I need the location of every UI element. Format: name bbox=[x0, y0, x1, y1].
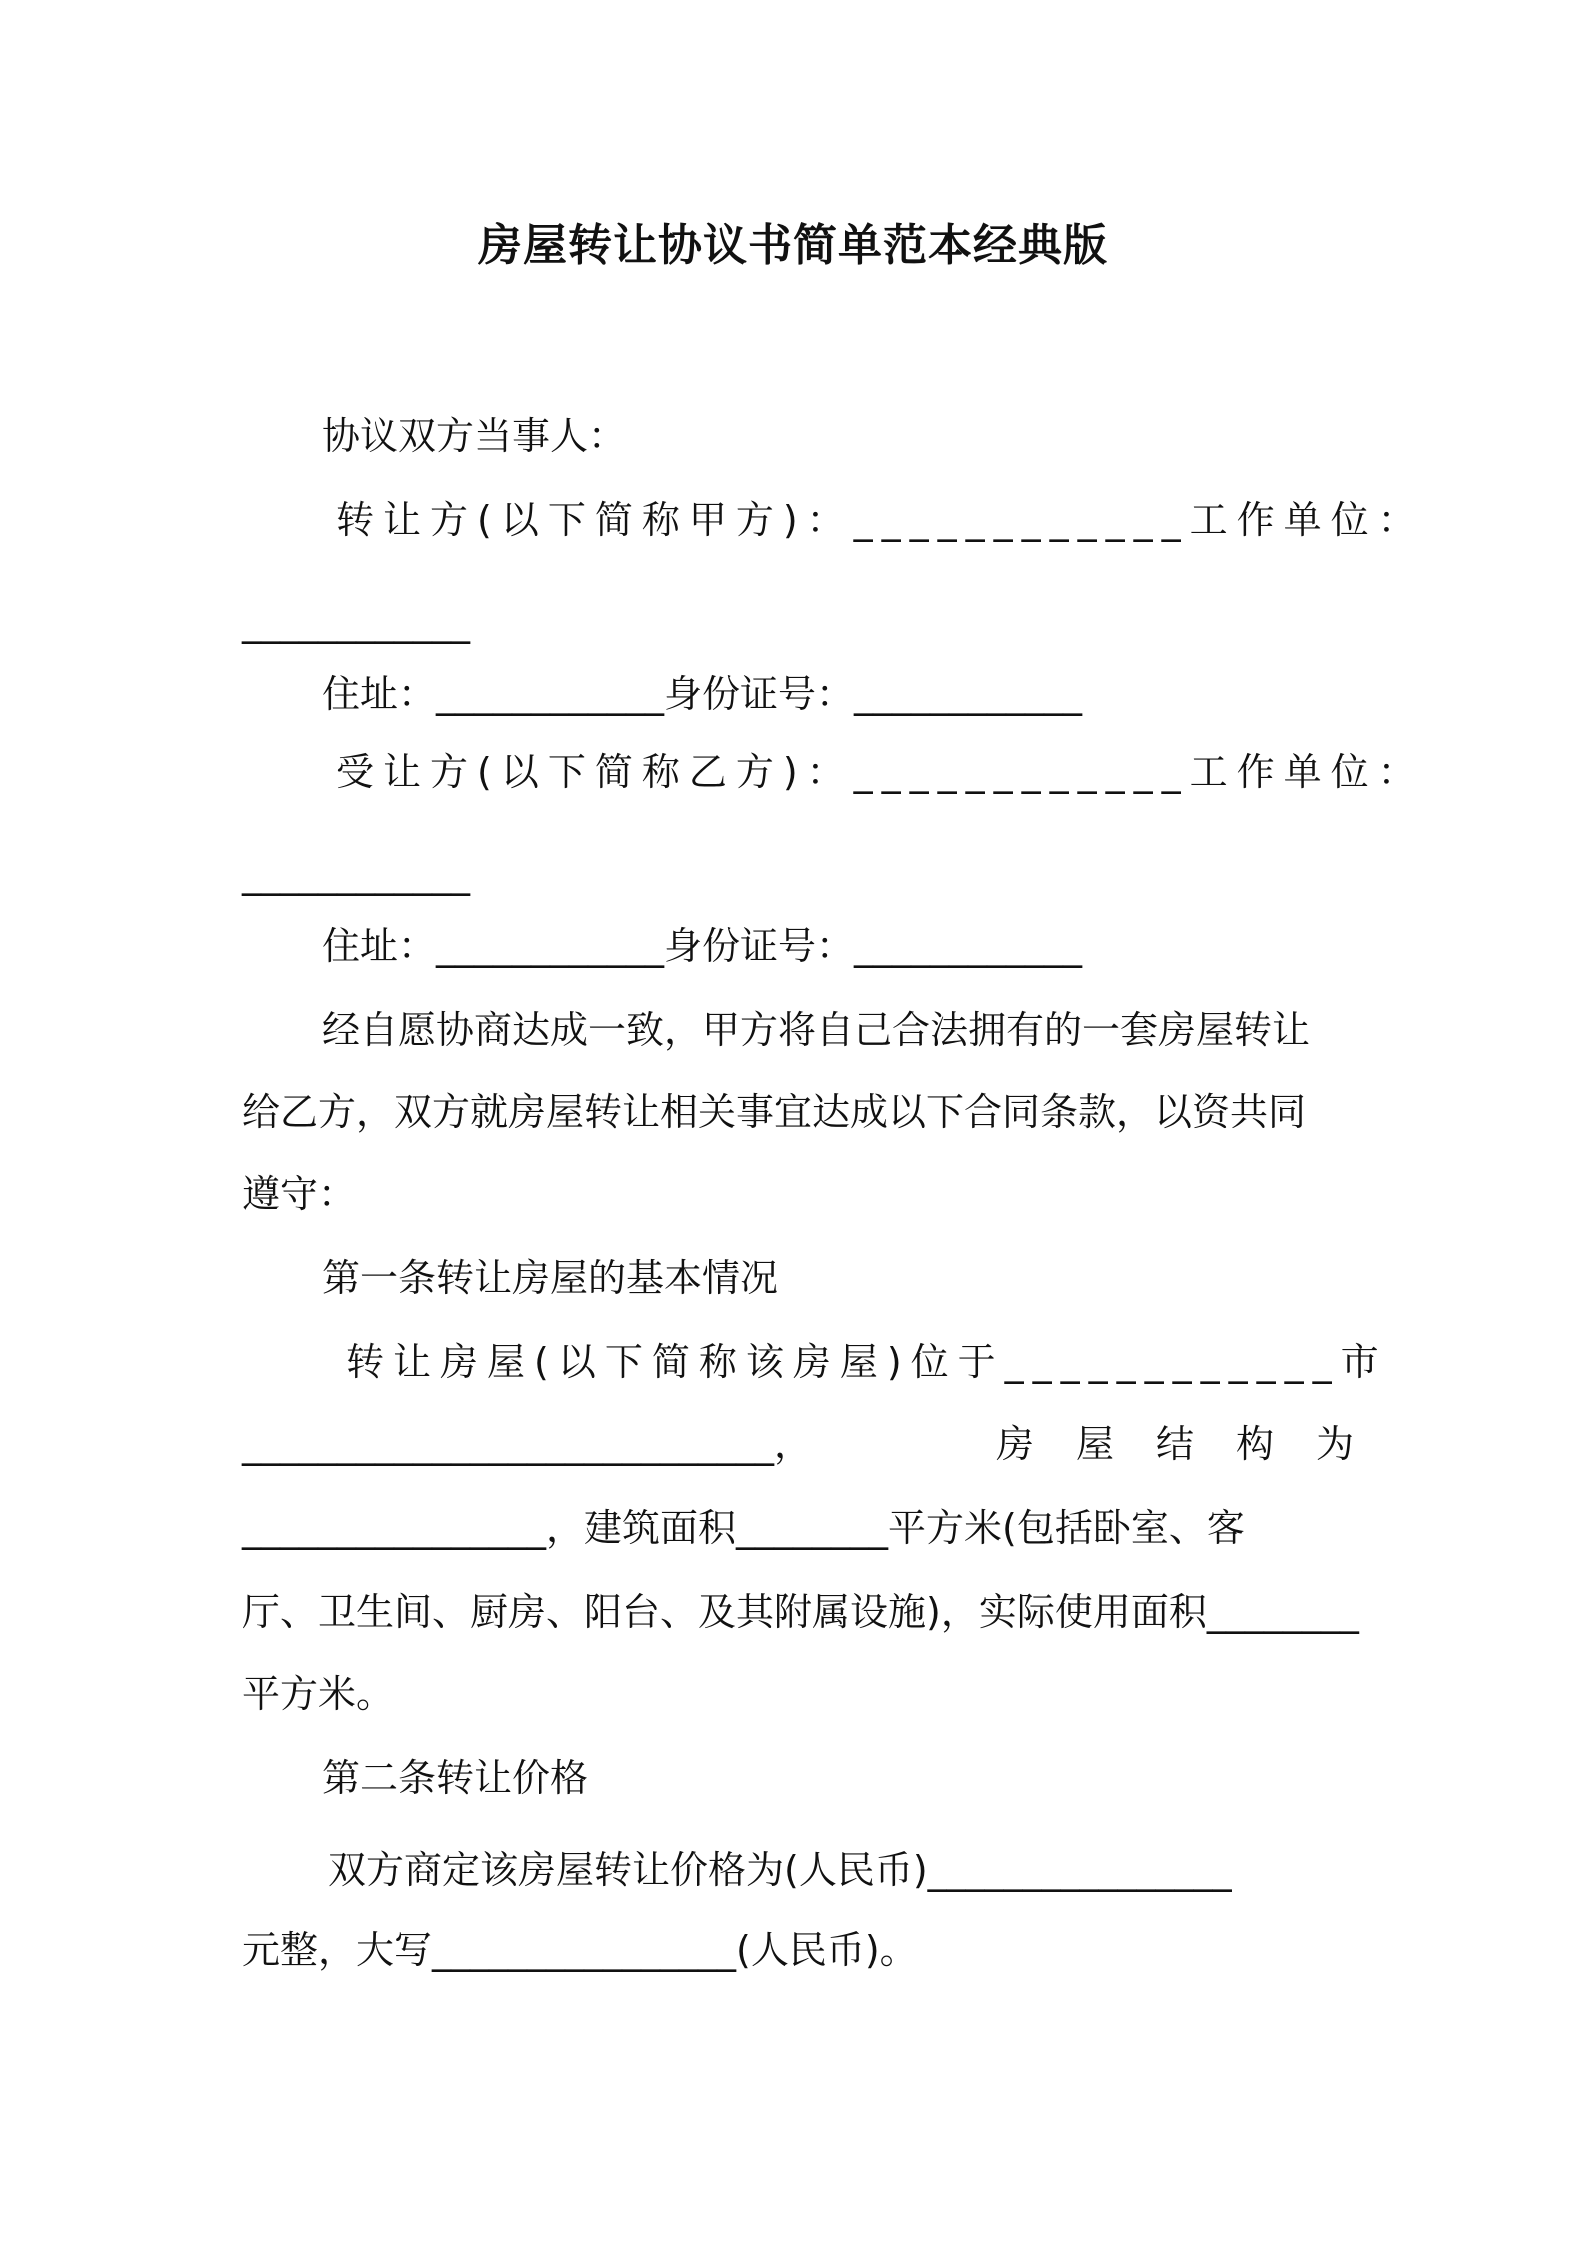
article1-line-2-blank: ____________________________， bbox=[242, 1422, 813, 1466]
intro-paragraph-line-1: 经自愿协商达成一致，甲方将自己合法拥有的一套房屋转让 bbox=[322, 1008, 1311, 1052]
article1-heading: 第一条转让房屋的基本情况 bbox=[322, 1256, 779, 1300]
transferee-line: 受让方(以下简称乙方)：____________工作单位： bbox=[336, 750, 1425, 794]
article1-line-4: 厅、卫生间、厨房、阳台、及其附属设施)，实际使用面积________ bbox=[242, 1590, 1359, 1634]
article1-line-1: 转让房屋(以下简称该房屋)位于____________市 bbox=[346, 1340, 1388, 1384]
transferor-work-blank: ____________ bbox=[242, 600, 470, 644]
parties-heading: 协议双方当事人： bbox=[322, 414, 627, 458]
transferor-line: 转让方(以下简称甲方)：____________工作单位： bbox=[336, 498, 1425, 542]
transferor-address-line: 住址：____________身份证号：____________ bbox=[322, 672, 1083, 716]
intro-paragraph-line-2: 给乙方，双方就房屋转让相关事宜达成以下合同条款，以资共同 bbox=[242, 1090, 1307, 1134]
transferee-address-line: 住址：____________身份证号：____________ bbox=[322, 924, 1083, 968]
document-title: 房屋转让协议书简单范本经典版 bbox=[478, 220, 1108, 271]
article1-line-2 bbox=[242, 1420, 1396, 1468]
article2-line-2: 元整，大写________________(人民币)。 bbox=[242, 1928, 918, 1972]
article1-line-3: ________________，建筑面积________平方米(包括卧室、客 bbox=[242, 1506, 1245, 1550]
article1-line-2-text: 房屋结构为 bbox=[995, 1422, 1396, 1466]
article2-line-1: 双方商定该房屋转让价格为(人民币)________________ bbox=[328, 1848, 1232, 1892]
article1-line-5: 平方米。 bbox=[242, 1672, 395, 1716]
transferee-work-blank: ____________ bbox=[242, 852, 470, 896]
intro-paragraph-line-3: 遵守： bbox=[242, 1172, 357, 1216]
article2-heading: 第二条转让价格 bbox=[322, 1756, 589, 1800]
